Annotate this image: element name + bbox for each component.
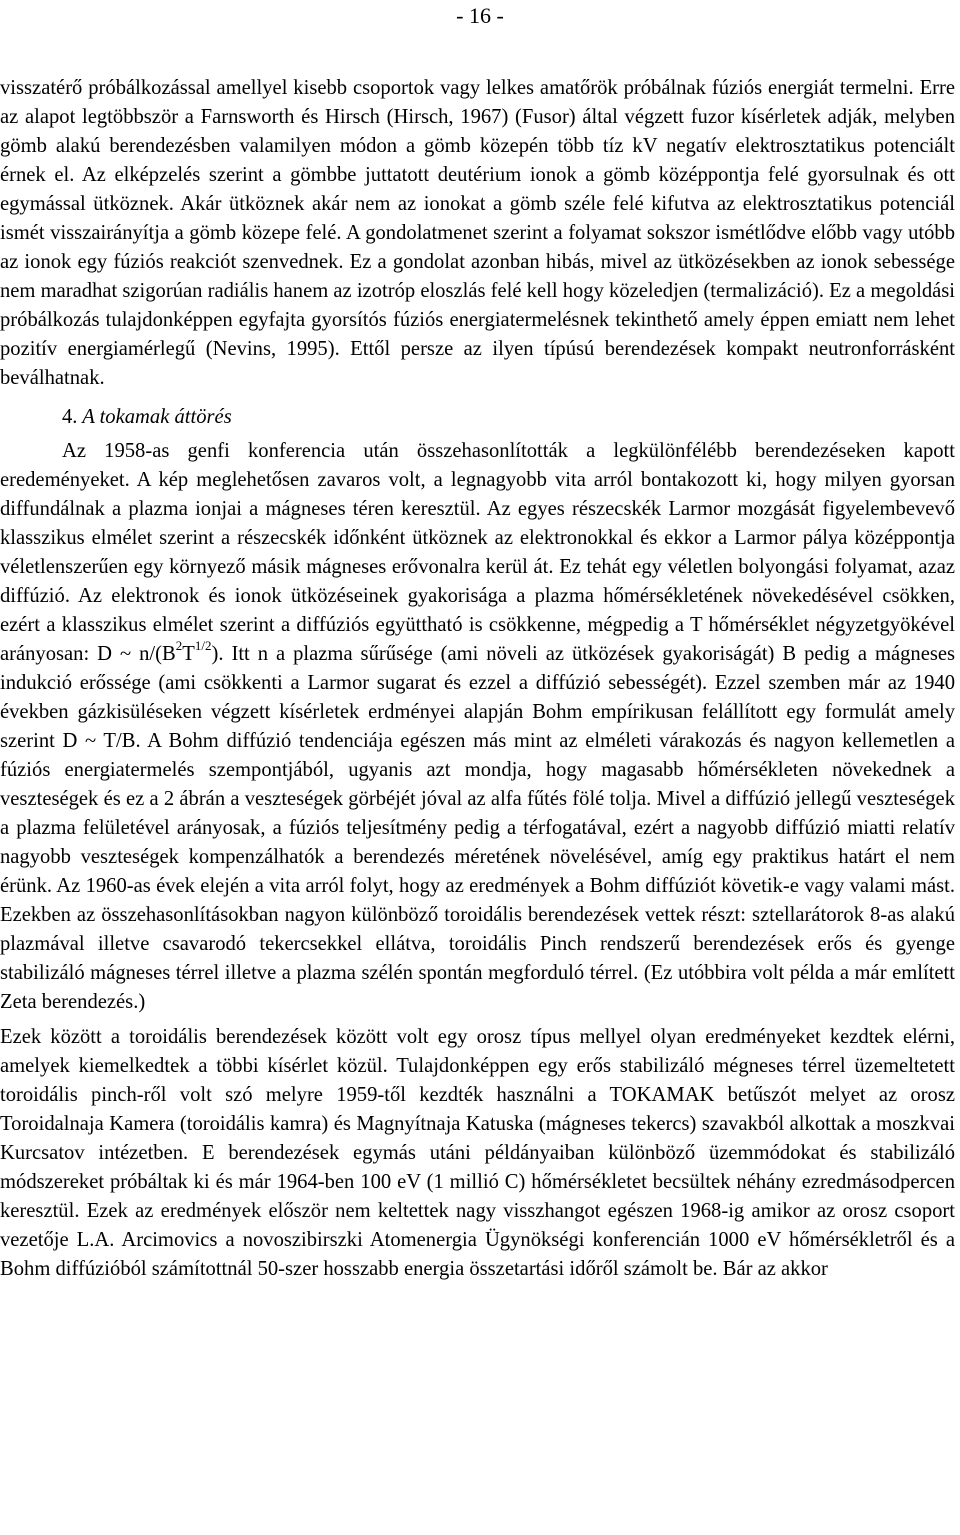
page-number: - 16 - [456,3,504,28]
section-number: 4. [62,406,78,428]
superscript-half: 1/2 [194,638,212,654]
section-title: A tokamak áttörés [82,406,232,428]
paragraph-diffusion-part-c: ). Itt n a plazma sűrűsége (ami növeli az ütközések gyakoriságát) B pedig a mágneses indukció erőssége (ami csökkenti a Larmor sugarat és ezzel a diffúzió sebességét). Ezzel szemben már az 1940 években gázkisüléseken végzett kísérletek erdményei alapján Bohm empírikusan felállított egy formulát amely szerint D ~ T/B. A Bohm diffúzió tendenciája egészen más mint az elméleti várakozás és nagyon kellemetlen a fúziós energiatermelés szempontjából, ugyanis azt mondja, hogy magasabb hőmérsékleten növekednek a veszteségek és ez a 2 ábrán a veszteségek görbéjét jóval az alfa fűtés fölé tolja. Mivel a diffúzió jellegű veszteségek a plazma felületével arányosak, a fúziós teljesítmény pedig a térfogatával, ezért a nagyobb diffúzió miatti relatív nagyobb veszteségek kompenzálhatók a berendezés méretének növelésével, amíg egy praktikus határt el nem érünk. Az 1960-as évek elején a vita arról folyt, hogy az eredmények a Bohm diffúziót követik-e vagy valami mást. Ezekben az összehasonlításokban nagyon különböző toroidális berendezések vettek részt: sztellarátorok 8-as alakú plazmával illetve csavarodó tekercsekkel ellátva, toroidális Pinch rendszerű berendezések erős és gyenge stabilizáló mágneses térrel illetve a plazma szélén spontán megforduló térrel. (Ez utóbbira volt példa a már említett Zeta berendezés.) [0,643,956,1013]
superscript-2: 2 [175,638,183,654]
section-heading [62,403,955,432]
paragraph-fusor: visszatérő próbálkozással amellyel kisebb csoportok vagy lelkes amatőrök próbálnak fúziós energiát termelni. Erre az alapot legtöbbször a Farnsworth és Hirsch (Hirsch, 1967) (Fusor) által végzett fuzor kísérletek adják, melyben gömb alakú berendezésben valamilyen módon a gömb közepén több tíz kV negatív elektrosztatikus potenciált érnek el. Az elképzelés szerint a gömbbe juttatott deutérium ionok a gömb középpontja felé gyorsulnak és ott egymással ütköznek. Akár ütköznek akár nem az ionokat a gömb széle felé kifutva az elektrosztatikus potenciál ismét visszairányítja a gömb közepe felé. A gondolatmenet szerint a folyamat sokszor ismétlődve előbb vagy utóbb az ionok egy fúziós reakciót szenvednek. Ez a gondolat azonban hibás, mivel az ütközésekben az ionok sebessége nem maradhat szigorúan radiális hanem az izotróp eloszlás felé kell hogy közeledjen (termalizáció). Ez a megoldási próbálkozás tulajdonképpen egyfajta gyorsítós fúziós energiatermelésnek tekinthető amely éppen emiatt nem lehet pozitív energiamérlegű (Nevins, 1995). Ettől persze az ilyen típúsú berendezések kompakt neutronforrásként beválhatnak. [0,77,955,389]
paragraph-diffusion-part-b: T [182,643,195,665]
page-body [0,74,955,1284]
paragraph-diffusion-part-a: Az 1958-as genfi konferencia után összehasonlították a legkülönfélébb berendezéseken kapott eredeményeket. A kép meglehetősen zavaros volt, a legnagyobb vita arról bontakozott ki, hogy milyen gyorsan diffundálnak a plazma ionjai a mágneses téren keresztül. Az egyes részecskék Larmor mozgását figyelembevevő klasszikus elmélet szerint a részecskék időnként ütköznek az elektronokkal és ekkor a Larmor pálya középpontja véletlenszerűen egy környező másik mágneses erővonalra kerül át. Ez tehát egy véletlen bolyongási folyamat, azaz diffúzió. Az elektronok és ionok ütközéseinek gyakorisága a plazma hőmérsékletének növekedésével csökken, ezért a klasszikus elmélet szerint a diffúziós együttható is csökkenne, mégpedig a T hőmérséklet négyzetgyökével arányosan: D ~ n/(B [0,440,955,665]
paragraph-diffusion [0,437,955,1017]
paragraph-tokamak: Ezek között a toroidális berendezések között volt egy orosz típus mellyel olyan eredményeket kezdtek elérni, amelyek kiemelkedtek a többi kísérlet közül. Tulajdonképpen egy erős stabilizáló mégneses térrel üzemeltetett toroidális pinch-ről volt szó melyre 1959-től kezdték használni a TOKAMAK betűszót melyet az orosz Toroidalnaja Kamera (toroidális kamra) és Magnyítnaja Katuska (mágneses tekercs) szavakból alkottak a moszkvai Kurcsatov intézetben. E berendezések egymás utáni példányaiban különböző üzemmódokat és stabilizáló módszereket próbáltak ki és már 1964-ben 100 eV (1 millió C) hőmérsékletet becsültek néhány ezredmásodpercen keresztül. Ezek az eredmények először nem keltettek nagy visszhangot egészen 1968-ig amikor az orosz csoport vezetője L.A. Arcimovics a novoszibirszki Atomenergia Ügynökségi konferencián 1000 eV hőmérsékletről és a Bohm diffúzióból számítottnál 50-szer hosszabb energia összetartási időről számolt be. Bár az akkor [0,1026,955,1280]
